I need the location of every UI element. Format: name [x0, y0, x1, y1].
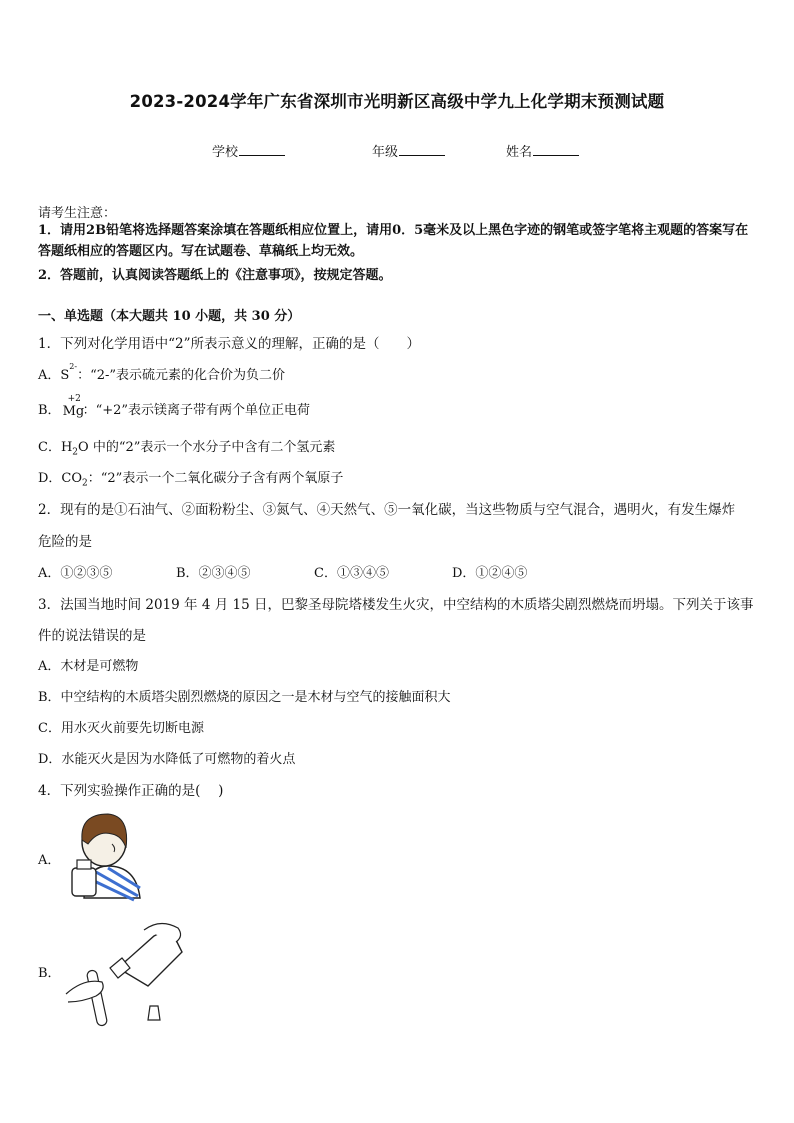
q1-d-text: ：“2”表示一个二氧化碳分子含有两个氧原子 — [87, 471, 344, 486]
q1-d-subscript: 2 — [82, 478, 88, 489]
q1-option-a — [38, 364, 285, 383]
grade-blank[interactable] — [399, 143, 445, 156]
q3-stem-line2: 件的说法错误的是 — [38, 628, 146, 644]
q1-b-text: ：“+2”表示镁离子带有两个单位正电荷 — [82, 403, 311, 418]
q2-stem-line2: 危险的是 — [38, 534, 92, 550]
grade-label: 年级 — [372, 145, 399, 160]
q3-stem-line1: 3．法国当地时间 2019 年 4 月 15 日，巴黎圣母院塔楼发生火灾，中空结构的木质塔尖剧烈燃烧而坍塌。下列关于该事 — [38, 597, 754, 613]
notice-item-2: 2．答题前，认真阅读答题纸上的《注意事项》，按规定答题。 — [38, 268, 392, 283]
q3-option-d: D．水能灭火是因为水降低了可燃物的着火点 — [38, 752, 296, 767]
q1-c-text: O 中的“2”表示一个水分子中含有二个氢元素 — [78, 440, 336, 455]
q1-b-formula — [61, 393, 85, 420]
q1-option-d — [38, 467, 343, 489]
grade-field — [372, 141, 445, 160]
section-heading: 一、单选题（本大题共 10 小题，共 30 分） — [38, 309, 301, 324]
notice-item-1: 1．请用2B铅笔将选择题答案涂填在答题纸相应位置上，请用0．5毫米及以上黑色字迹的钢笔或签字笔将主观题的答案写在答题纸相应的答题区内。写在试题卷、草稿纸上均无效。 — [38, 223, 749, 259]
q1-a-text: ：“2-”表示硫元素的化合价为负二价 — [77, 368, 286, 383]
q2-option-d: D．①②④⑤ — [452, 566, 528, 581]
q1-option-b — [38, 393, 311, 420]
q1-b-prefix: B． — [38, 403, 61, 418]
q3-option-a: A．木材是可燃物 — [38, 659, 139, 674]
q4-option-a-label: A． — [38, 853, 61, 868]
smelling-gas-illustration — [64, 808, 154, 904]
q1-option-c — [38, 436, 335, 458]
q4-stem: 4．下列实验操作正确的是( ) — [38, 783, 224, 799]
q1-a-charge: 2- — [69, 362, 78, 371]
name-blank[interactable] — [533, 143, 579, 156]
notice-heading: 请考生注意： — [38, 206, 117, 221]
q4-option-b-label: B． — [38, 966, 61, 981]
pouring-liquid-illustration — [64, 908, 188, 1032]
school-blank[interactable] — [239, 143, 285, 156]
q2-option-c: C．①③④⑤ — [314, 566, 389, 581]
q1-d-prefix: D．CO — [38, 471, 83, 486]
name-field — [506, 141, 579, 160]
q1-b-element: Mg — [62, 403, 85, 419]
school-label: 学校 — [212, 145, 239, 160]
q3-option-b: B．中空结构的木质塔尖剧烈燃烧的原因之一是木材与空气的接触面积大 — [38, 690, 451, 705]
q1-a-prefix: A．S — [38, 368, 70, 383]
school-field — [212, 141, 285, 160]
q1-c-subscript: 2 — [72, 447, 79, 458]
q1-stem: 1．下列对化学用语中“2”所表示意义的理解，正确的是（ ） — [38, 336, 420, 352]
q1-c-prefix: C．H — [38, 440, 73, 455]
q1-b-valence: +2 — [67, 393, 81, 404]
q2-option-b: B．②③④⑤ — [176, 566, 251, 581]
exam-title: 2023-2024学年广东省深圳市光明新区高级中学九上化学期末预测试题 — [129, 92, 665, 111]
q2-option-a: A．①②③⑤ — [38, 566, 113, 581]
q2-stem-line1: 2．现有的是①石油气、②面粉粉尘、③氮气、④天然气、⑤一氧化碳，当这些物质与空气混合，遇明火，有发生爆炸 — [38, 502, 736, 518]
name-label: 姓名 — [506, 145, 533, 160]
q3-option-c: C．用水灭火前要先切断电源 — [38, 721, 204, 736]
